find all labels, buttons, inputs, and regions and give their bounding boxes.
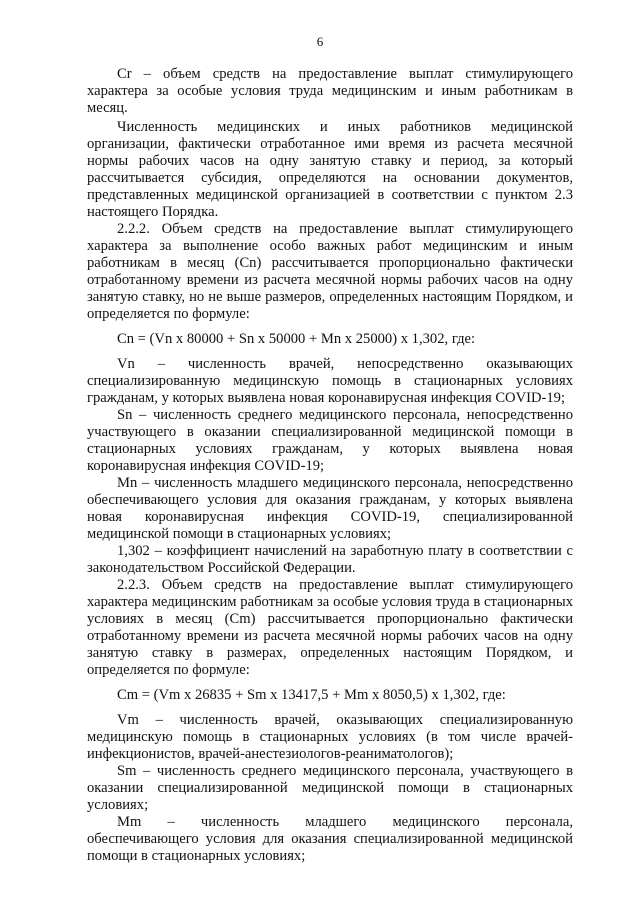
page-number: 6	[316, 34, 324, 49]
document-body	[87, 66, 573, 865]
paragraph-vm-definition: Vm – численность врачей, оказывающих специализированную медицинскую помощь в стационарных условиях (в том числе врачей-инфекционистов, врачей-анестезиологов-реаниматологов);	[87, 712, 573, 762]
formula-cm: Cm = (Vm x 26835 + Sm x 13417,5 + Mm x 8050,5) x 1,302, где:	[117, 687, 506, 703]
formula-cn: Cn = (Vn x 80000 + Sn x 50000 + Mn x 25000) x 1,302, где:	[117, 331, 476, 347]
paragraph-staff-count: Численность медицинских и иных работников медицинской организации, фактически отработанное ими время из расчета месячной нормы рабочих часов на одну занятую ставку и период, за который рассчитывается субсидия, определяются на основании документов, представленных медицинской организацией в соответствии с пунктом 2.3 настоящего Порядка.	[87, 119, 573, 220]
paragraph-2-2-2: 2.2.2. Объем средств на предоставление выплат стимулирующего характера за выполнение особо важных работ медицинским и иным работникам в месяц (Cn) рассчитывается пропорционально фактически отработанному времени из расчета месячной нормы рабочих часов на одну занятую ставку, но не выше размеров, определенных настоящим Порядком, и определяется по формуле:	[87, 221, 573, 322]
paragraph-mm-definition: Mm – численность младшего медицинского персонала, обеспечивающего условия для оказания специализированной медицинской помощи в стационарных условиях;	[87, 814, 573, 864]
paragraph-sn-definition: Sn – численность среднего медицинского персонала, непосредственно участвующего в оказании специализированной медицинской помощи в стационарных условиях гражданам, у которых выявлена новая коронавирусная инфекция COVID-19;	[87, 407, 573, 474]
paragraph-mn-definition: Mn – численность младшего медицинского персонала, непосредственно обеспечивающего условия для оказания гражданам, у которых выявлена новая коронавирусная инфекция COVID-19, специализированной медицинской помощи в стационарных условиях;	[87, 475, 573, 542]
paragraph-cr-definition: Cr – объем средств на предоставление выплат стимулирующего характера за особые условия труда медицинским и иным работникам в месяц.	[87, 66, 573, 116]
paragraph-vn-definition: Vn – численность врачей, непосредственно оказывающих специализированную медицинскую помощь в стационарных условиях гражданам, у которых выявлена новая коронавирусная инфекция COVID-19;	[87, 356, 573, 406]
paragraph-sm-definition: Sm – численность среднего медицинского персонала, участвующего в оказании специализированной медицинской помощи в стационарных условиях;	[87, 763, 573, 813]
paragraph-2-2-3: 2.2.3. Объем средств на предоставление выплат стимулирующего характера медицинским работникам за особые условия труда в стационарных условиях в месяц (Cm) рассчитывается пропорционально фактически отработанному времени из расчета месячной нормы рабочих часов на одну занятую ставку в размерах, определенных настоящим Порядком, и определяется по формуле:	[87, 577, 573, 678]
paragraph-coefficient: 1,302 – коэффициент начислений на заработную плату в соответствии с законодательством Российской Федерации.	[87, 543, 573, 576]
